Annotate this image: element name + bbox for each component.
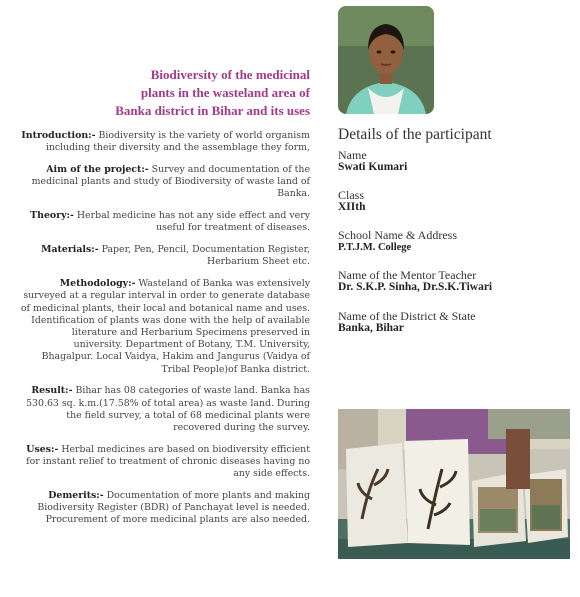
school-value: P.T.J.M. College [338, 242, 412, 253]
section-demerits [20, 490, 310, 527]
section-label: Demerits:- [48, 490, 104, 502]
school-label: School Name & Address [338, 228, 457, 242]
section-methodology [20, 278, 310, 376]
herbarium-display-photo [338, 409, 570, 559]
participant-photo [338, 6, 434, 114]
title-line: plants in the wasteland area of [140, 85, 310, 100]
name-label: Name [338, 148, 367, 162]
section-text: Survey and documentation of the medicinal plants and study of Biodiversity of waste land of Banka. [31, 164, 310, 200]
mentor-value: Dr. S.K.P. Sinha, Dr.S.K.Tiwari [338, 281, 493, 293]
district-value: Banka, Bihar [338, 322, 404, 334]
section-label: Theory:- [30, 210, 74, 222]
title-line: Banka district in Bihar and its uses [115, 103, 310, 118]
class-label: Class [338, 188, 365, 202]
section-result [20, 385, 310, 434]
section-text: Documentation of more plants and making Biodiversity Register (BDR) of Panchayat level is needed. Procurement of more medicinal plants are also needed. [37, 490, 310, 526]
title-line: Biodiversity of the medicinal [150, 67, 310, 82]
details-heading: Details of the participant [338, 126, 492, 143]
section-aim [20, 164, 310, 201]
section-uses [20, 444, 310, 481]
section-label: Methodology:- [59, 278, 136, 290]
name-value: Swati Kumari [338, 161, 408, 173]
section-introduction [20, 130, 310, 154]
section-text: Herbal medicines are based on biodiversity efficient for instant relief to treatment of chronic diseases having no any side effects. [26, 443, 310, 480]
mentor-label: Name of the Mentor Teacher [338, 268, 477, 282]
project-description [20, 130, 310, 536]
district-label: Name of the District & State [338, 309, 476, 323]
section-label: Aim of the project:- [46, 164, 149, 175]
section-label: Result:- [31, 385, 73, 397]
section-text: Herbal medicine has not any side effect and very useful for treatment of diseases. [73, 210, 310, 234]
class-value: XIIth [338, 201, 366, 213]
section-materials [20, 244, 310, 268]
section-theory [20, 210, 310, 234]
section-text: Biodiversity is the variety of world organism including their diversity and the assemblage they form, [45, 130, 310, 154]
project-title [60, 66, 310, 120]
section-label: Introduction:- [21, 130, 96, 141]
section-text: Wasteland of Banka was extensively surveyed at a regular interval in order to generate database of medicinal plants, their local and botanical name and uses. Identification of plants was done with the help of available literature and Herbarium Specimens preserved in university. Department of Botany, T.M. University, Bhagalpur. Local Vaidya, Hakim and Jangurus (Vaidya of Tribal People)of Banka district. [20, 278, 310, 375]
section-label: Uses:- [26, 443, 59, 455]
section-text: Bihar has 08 categories of waste land. Banka has 530.63 sq. k.m.(17.58% of total area) as waste land. During the field survey, a total of 68 medicinal plants were recovered during the survey. [26, 385, 310, 434]
section-text: Paper, Pen, Pencil, Documentation Register, Herbarium Sheet etc. [98, 244, 310, 268]
section-label: Materials:- [41, 244, 99, 256]
